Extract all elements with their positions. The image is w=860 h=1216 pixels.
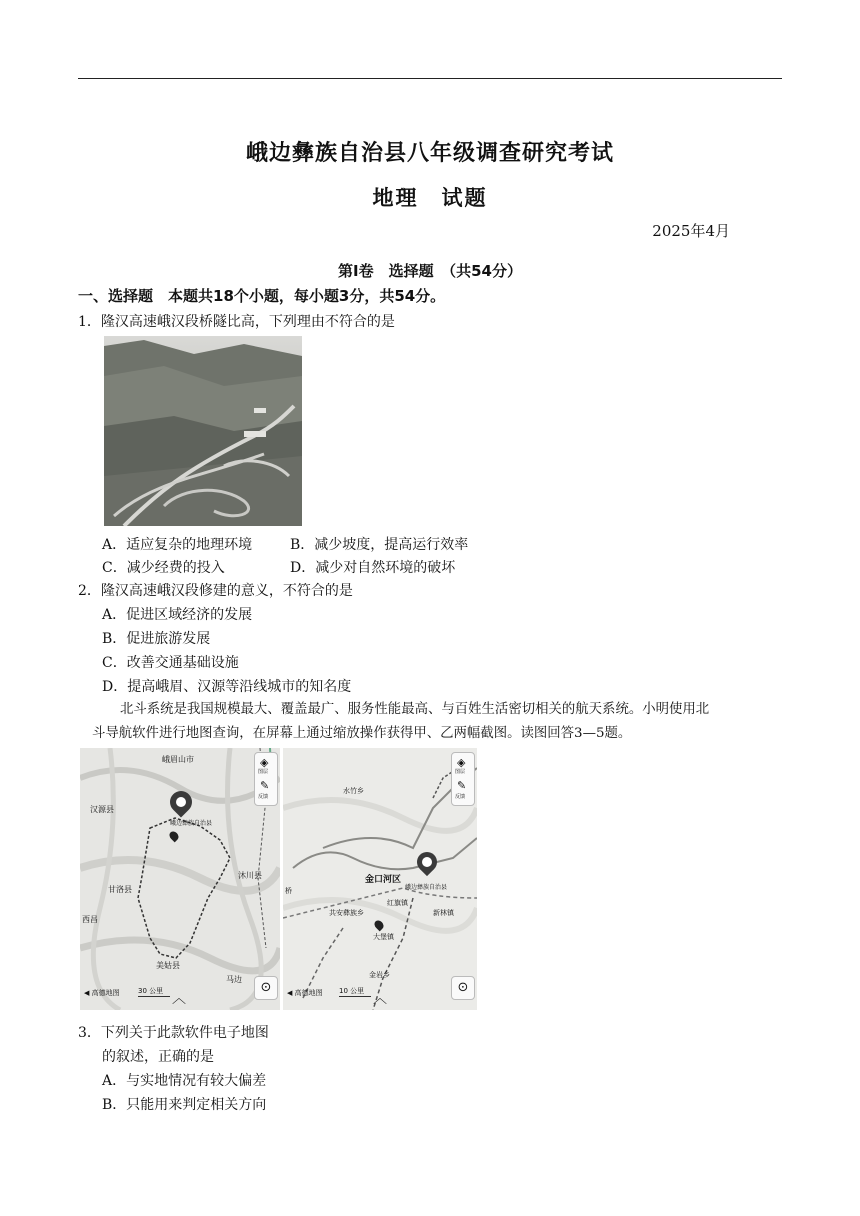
q2-stem: 2．隆汉高速峨汉段修建的意义，不符合的是 xyxy=(78,583,353,599)
map-a-top-label: 峨眉山市 xyxy=(162,755,194,764)
q1-option-c: C．减少经费的投入 xyxy=(102,560,225,576)
map-b-back-label[interactable]: ◀ 高德地图 xyxy=(287,989,323,997)
map-a-scale: 30 公里 xyxy=(138,986,170,997)
chevron-up-icon[interactable]: ︿ xyxy=(172,991,186,1007)
map-b-scale: 10 公里 xyxy=(339,986,371,997)
edit-icon[interactable]: ✎ xyxy=(457,779,467,792)
layers-label: 图层 xyxy=(455,769,466,775)
locate-icon[interactable]: ⊙ xyxy=(254,976,278,1000)
map-a-label: 马边 xyxy=(226,975,242,984)
map-b-label: 桥 xyxy=(285,887,292,895)
passage-line-1: 北斗系统是我国规模最大、覆盖最广、服务性能最高、与百姓生活密切相关的航天系统。小明使用北 xyxy=(120,702,710,717)
layers-icon[interactable]: ◈ xyxy=(457,756,466,769)
q2-option-d: D．提高峨眉、汉源等沿线城市的知名度 xyxy=(102,679,352,695)
map-a-label: 美姑县 xyxy=(156,961,180,970)
map-b-label: 金口河区 xyxy=(365,875,402,885)
edit-icon[interactable]: ✎ xyxy=(260,779,270,792)
exam-title: 峨边彝族自治县八年级调查研究考试 xyxy=(245,141,614,166)
q2-option-b: B．促进旅游发展 xyxy=(102,631,211,647)
part-heading: 一、选择题 本题共18个小题，每小题3分，共54分。 xyxy=(78,287,446,305)
chevron-up-icon[interactable]: ︿ xyxy=(373,991,387,1007)
edit-label: 反馈 xyxy=(258,794,269,800)
layers-label: 图层 xyxy=(258,769,269,775)
map-b-label: 大堡镇 xyxy=(373,933,394,941)
q1-stem: 1．隆汉高速峨汉段桥隧比高，下列理由不符合的是 xyxy=(78,314,395,330)
q2-option-a: A．促进区域经济的发展 xyxy=(102,607,253,623)
map-b-label: 红旗镇 xyxy=(387,899,408,907)
map-jia xyxy=(80,748,280,1010)
exam-date: 2025年4月 xyxy=(652,222,730,240)
q3-option-a: A．与实地情况有较大偏差 xyxy=(102,1073,267,1089)
layers-icon[interactable]: ◈ xyxy=(260,756,269,769)
edit-label: 反馈 xyxy=(455,794,466,800)
locate-icon[interactable]: ⊙ xyxy=(451,976,475,1000)
header-rule xyxy=(78,78,782,79)
q1-option-d: D．减少对自然环境的破坏 xyxy=(290,560,456,576)
map-a-label: 沐川县 xyxy=(238,871,262,880)
map-a-label: 汉源县 xyxy=(90,805,114,814)
passage-line-2: 斗导航软件进行地图查询，在屏幕上通过缩放操作获得甲、乙两幅截图。读图回答3—5题。 xyxy=(92,726,632,741)
q3-option-b: B．只能用来判定相关方向 xyxy=(102,1097,267,1113)
map-b-label: 金岩乡 xyxy=(369,971,390,979)
q3-stem-line-1: 3．下列关于此款软件电子地图 xyxy=(78,1025,269,1041)
q1-option-b: B．减少坡度，提高运行效率 xyxy=(290,537,469,553)
q2-option-c: C．改善交通基础设施 xyxy=(102,655,239,671)
map-b-label: 新林镇 xyxy=(433,909,454,917)
subject-title: 地理 试题 xyxy=(372,186,488,210)
map-a-label: 甘洛县 xyxy=(108,885,132,894)
section-heading: 第Ⅰ卷 选择题 （共54分） xyxy=(338,262,522,280)
map-tool-panel xyxy=(451,752,475,806)
q1-option-a: A．适应复杂的地理环境 xyxy=(102,537,253,553)
map-a-label: 西昌 xyxy=(82,915,98,924)
highway-photo xyxy=(104,336,302,526)
map-b-label: 峨边彝族自治县 xyxy=(405,884,448,891)
map-tool-panel xyxy=(254,752,278,806)
map-a-label: 峨边彝族自治县 xyxy=(170,820,213,827)
q3-stem-line-2: 的叙述，正确的是 xyxy=(102,1049,214,1065)
map-b-label: 水竹乡 xyxy=(343,787,364,795)
map-yi xyxy=(283,748,477,1010)
map-b-label: 共安彝族乡 xyxy=(329,909,364,917)
map-a-back-label[interactable]: ◀ 高德地图 xyxy=(84,989,120,997)
